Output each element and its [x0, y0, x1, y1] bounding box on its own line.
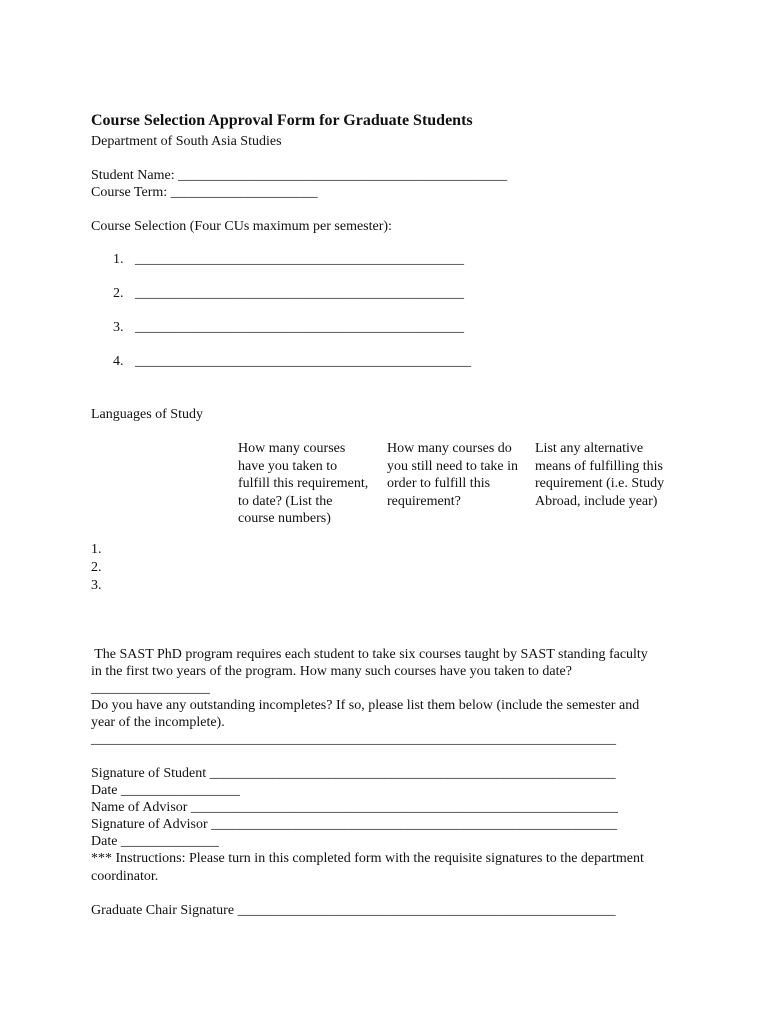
language-row-2: 2. [91, 560, 102, 575]
languages-heading: Languages of Study [91, 407, 203, 422]
student-name-field[interactable]: Student Name: _______________________________________________ [91, 168, 508, 183]
course-selection-heading: Course Selection (Four CUs maximum per semester): [91, 219, 392, 234]
course-line-2[interactable]: _______________________________________________ [135, 286, 464, 301]
advisor-date-field[interactable]: Date ______________ [91, 834, 219, 849]
course-number-1: 1. [113, 252, 124, 267]
incompletes-question-line-2: year of the incomplete). [91, 715, 225, 730]
instructions-line-1: *** Instructions: Please turn in this completed form with the requisite signatures to the department [91, 851, 644, 866]
course-number-2: 2. [113, 286, 124, 301]
student-date-field[interactable]: Date _________________ [91, 783, 240, 798]
form-title: Course Selection Approval Form for Graduate Students [91, 112, 473, 129]
sast-question-line-1: The SAST PhD program requires each student to take six courses taught by SAST standing faculty [91, 647, 648, 662]
advisor-signature-field[interactable]: Signature of Advisor __________________________________________________________ [91, 817, 618, 832]
student-signature-field[interactable]: Signature of Student __________________________________________________________ [91, 766, 616, 781]
language-column-taken: How many courses have you taken to fulfill this requirement, to date? (List the course numbers) [238, 441, 369, 526]
graduate-chair-signature-field[interactable]: Graduate Chair Signature ______________________________________________________ [91, 903, 616, 918]
language-row-1: 1. [91, 542, 102, 557]
course-term-field[interactable]: Course Term: _____________________ [91, 185, 318, 200]
instructions-line-2: coordinator. [91, 869, 159, 884]
department-name: Department of South Asia Studies [91, 134, 282, 149]
incompletes-question-line-1: Do you have any outstanding incompletes? If so, please list them below (include the semester and [91, 698, 640, 713]
language-column-needed: How many courses do you still need to take in order to fulfill this requirement? [387, 441, 519, 509]
course-line-4[interactable]: ________________________________________________ [135, 354, 471, 369]
sast-question-line-2: in the first two years of the program. How many such courses have you taken to date? [91, 664, 572, 679]
language-column-alternative: List any alternative means of fulfilling this requirement (i.e. Study Abroad, include year) [535, 441, 665, 509]
course-number-4: 4. [113, 354, 124, 369]
sast-answer-line[interactable]: _________________ [91, 681, 210, 696]
advisor-name-field[interactable]: Name of Advisor _____________________________________________________________ [91, 800, 618, 815]
course-number-3: 3. [113, 320, 124, 335]
incompletes-answer-line[interactable]: ___________________________________________________________________________ [91, 732, 616, 747]
course-line-3[interactable]: _______________________________________________ [135, 320, 464, 335]
language-row-3: 3. [91, 578, 102, 593]
course-line-1[interactable]: _______________________________________________ [135, 252, 464, 267]
